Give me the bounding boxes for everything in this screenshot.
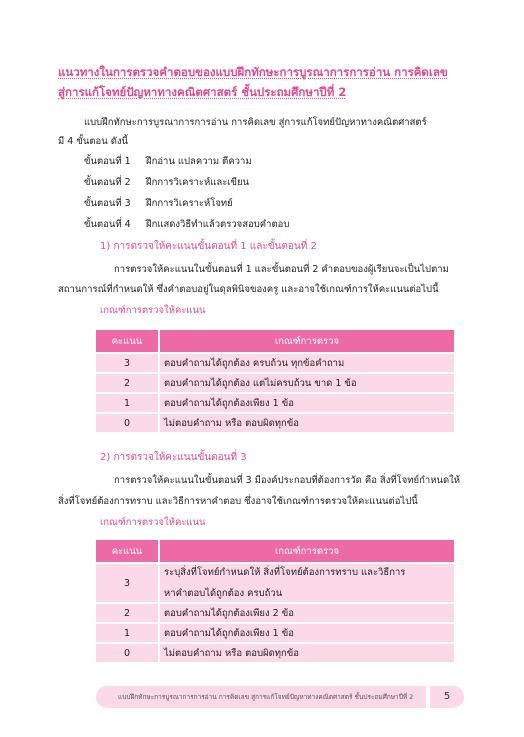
table-row: [96, 393, 454, 413]
table-row: [96, 643, 454, 662]
step-item-4: [84, 217, 289, 232]
score-cell: 3: [96, 563, 159, 603]
score-cell: 0: [96, 413, 159, 432]
score-cell: 1: [96, 393, 159, 413]
score-cell: 1: [96, 623, 159, 643]
step-item-2: [84, 175, 249, 190]
criteria-cell: ไม่ตอบคำถาม หรือ ตอบผิดทุกข้อ: [159, 413, 454, 432]
criteria-line: ระบุสิ่งที่โจทย์กำหนดให้ สิ่งที่โจทย์ต้องการทราบ และวิธีการ: [164, 567, 406, 578]
criteria-cell: ตอบคำถามได้ถูกต้องเพียง 1 ข้อ: [159, 623, 454, 643]
table-header-row: [96, 540, 454, 563]
score-cell: 3: [96, 353, 159, 373]
score-cell: 0: [96, 643, 159, 662]
criteria-cell: ตอบคำถามได้ถูกต้อง แต่ไม่ครบถ้วน ขาด 1 ข้อ: [159, 373, 454, 393]
step-text: ฝึกการวิเคราะห์และเขียน: [146, 177, 250, 188]
criteria-cell: ตอบคำถามได้ถูกต้องเพียง 1 ข้อ: [159, 393, 454, 413]
criteria-table-1: [96, 330, 454, 432]
intro-line-1: แบบฝึกทักษะการบูรณาการการอ่าน การคิดเลข สู่การแก้โจทย์ปัญหาทางคณิตศาสตร์: [84, 117, 427, 128]
section-2-heading: 2) การตรวจให้คะแนนขั้นตอนที่ 3: [100, 452, 247, 463]
criteria-cell: [159, 563, 454, 603]
step-text: ฝึกอ่าน แปลความ ตีความ: [146, 156, 252, 167]
criteria-table-2: [96, 540, 454, 662]
criteria-cell: ตอบคำถามได้ถูกต้องเพียง 2 ข้อ: [159, 603, 454, 623]
step-label: ขั้นตอนที่ 1: [84, 156, 131, 167]
intro-line-2: มี 4 ขั้นตอน ดังนี้: [58, 136, 129, 147]
table-header-row: [96, 330, 454, 353]
header-criteria: เกณฑ์การตรวจ: [159, 540, 454, 563]
section-2-para-line-1: การตรวจให้คะแนนในขั้นตอนที่ 3 มีองค์ประกอบที่ต้องการวัด คือ สิ่งที่โจทย์กำหนดให้: [114, 475, 461, 486]
table-row: [96, 563, 454, 603]
page-number: 5: [430, 686, 464, 708]
criteria-cell: ตอบคำถามได้ถูกต้อง ครบถ้วน ทุกข้อคำถาม: [159, 353, 454, 373]
step-label: ขั้นตอนที่ 3: [84, 198, 131, 209]
step-label: ขั้นตอนที่ 2: [84, 177, 131, 188]
page-title-line-1: แนวทางในการตรวจคำตอบของแบบฝึกทักษะการบูรณาการการอ่าน การคิดเลข: [58, 65, 448, 79]
table-row: [96, 373, 454, 393]
table-row: [96, 623, 454, 643]
section-2-para-line-2: สิ่งที่โจทย์ต้องการทราบ และวิธีการหาคำตอบ ซึ่งอาจใช้เกณฑ์การตรวจให้คะแนนต่อไปนี้: [58, 496, 418, 507]
page-title-line-2: สู่การแก้โจทย์ปัญหาทางคณิตศาสตร์ ชั้นประถมศึกษาปีที่ 2: [58, 85, 347, 99]
section-1-para-line-2: สถานการณ์ที่กำหนดให้ ซึ่งคำตอบอยู่ในดุลพินิจของครู และอาจใช้เกณฑ์การให้คะแนนต่อไปนี้: [58, 284, 439, 295]
section-2-criteria-label: เกณฑ์การตรวจให้คะแนน: [100, 517, 206, 528]
step-item-1: [84, 154, 252, 169]
criteria-cell: ไม่ตอบคำถาม หรือ ตอบผิดทุกข้อ: [159, 643, 454, 662]
step-text: ฝึกการวิเคราะห์โจทย์: [146, 198, 233, 209]
header-criteria: เกณฑ์การตรวจ: [159, 330, 454, 353]
step-text: ฝึกแสดงวิธีทำแล้วตรวจสอบคำตอบ: [146, 219, 290, 230]
table-row: [96, 603, 454, 623]
header-score: คะแนน: [96, 540, 159, 563]
table-row: [96, 353, 454, 373]
score-cell: 2: [96, 603, 159, 623]
header-score: คะแนน: [96, 330, 159, 353]
criteria-line: หาคำตอบได้ถูกต้อง ครบถ้วน: [164, 588, 283, 599]
section-1-criteria-label: เกณฑ์การตรวจให้คะแนน: [100, 305, 206, 316]
step-label: ขั้นตอนที่ 4: [84, 219, 131, 230]
score-cell: 2: [96, 373, 159, 393]
footer-text: แบบฝึกทักษะการบูรณาการการอ่าน การคิดเลข สู่การแก้โจทย์ปัญหาทางคณิตศาสตร์ ชั้นประถมศึกษาปีที่ 2: [118, 693, 414, 701]
section-1-heading: 1) การตรวจให้คะแนนขั้นตอนที่ 1 และขั้นตอนที่ 2: [100, 241, 317, 252]
step-item-3: [84, 196, 233, 211]
section-1-para-line-1: การตรวจให้คะแนนในขั้นตอนที่ 1 และขั้นตอนที่ 2 คำตอบของผู้เรียนจะเป็นไปตาม: [114, 264, 449, 275]
table-row: [96, 413, 454, 432]
